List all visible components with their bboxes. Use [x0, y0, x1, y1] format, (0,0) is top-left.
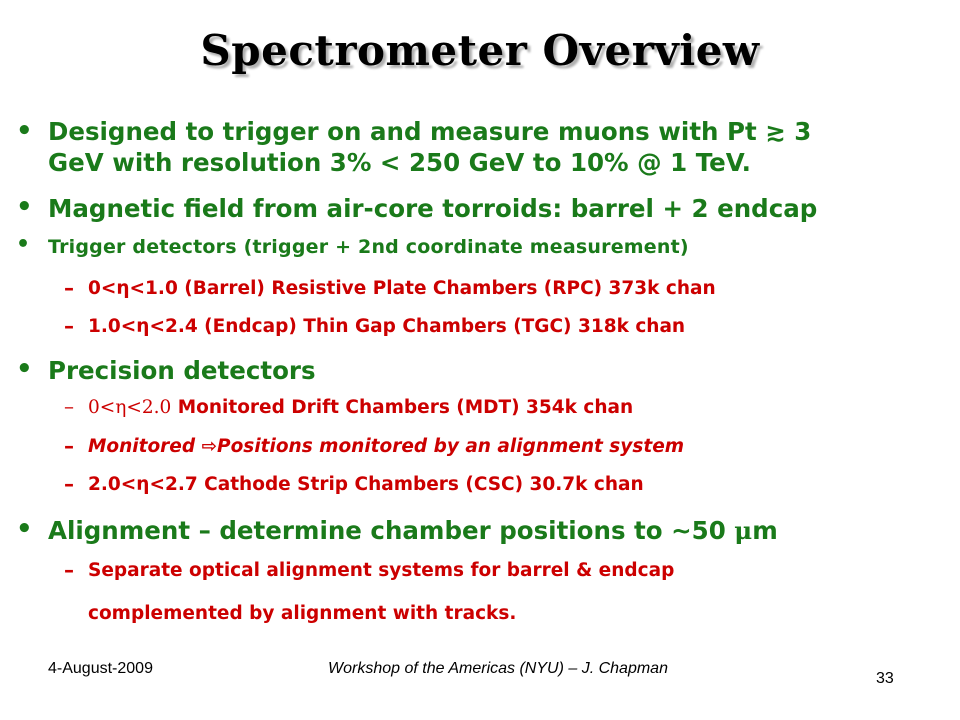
bullet-marker: •: [16, 116, 33, 146]
sub-bullet-marker: –: [64, 558, 74, 582]
bullet-text: Trigger detectors (trigger + 2nd coordinate measurement): [48, 236, 689, 258]
bullet-marker: •: [16, 192, 33, 222]
sub-bullet-marker: –: [64, 472, 74, 496]
sub-bullet-text: [88, 397, 633, 418]
sub-bullet-text: Monitored ⇨Positions monitored by an alignment system: [88, 436, 685, 457]
bullet-marker: •: [16, 232, 31, 257]
sub-bullet-text: 0<η<1.0 (Barrel) Resistive Plate Chambers (RPC) 373k chan: [88, 278, 716, 299]
page-number: 33: [876, 670, 894, 687]
unit-suffix: m: [752, 516, 778, 545]
bullet-text: Magnetic field from air-core torroids: barrel + 2 endcap: [48, 194, 818, 223]
bullet-text: [48, 516, 778, 545]
eta-range: 0<η<2.0: [88, 397, 172, 418]
footer-date: 4-August-2009: [48, 660, 153, 677]
bullet-text: Designed to trigger on and measure muons with Pt ≳ 3: [48, 117, 812, 146]
bullet-text: Precision detectors: [48, 356, 316, 385]
footer-event: Workshop of the Americas (NYU) – J. Chapman: [328, 660, 668, 677]
sub-bullet-text: 1.0<η<2.4 (Endcap) Thin Gap Chambers (TGC) 318k chan: [88, 316, 686, 337]
mu-symbol: μ: [734, 516, 753, 545]
sub-bullet-marker: –: [64, 314, 74, 338]
slide-title: Spectrometer Overview: [200, 26, 760, 75]
bullet-marker: •: [16, 354, 33, 384]
bullet-marker: •: [16, 514, 33, 544]
sub-bullet-marker: –: [64, 394, 74, 418]
sub-bullet-label: Monitored Drift Chambers (MDT) 354k chan: [171, 397, 634, 418]
bullet-label: Alignment – determine chamber positions to ~50: [48, 516, 735, 545]
bullet-text: GeV with resolution 3% < 250 GeV to 10% @ 1 TeV.: [48, 148, 751, 177]
sub-bullet-text: 2.0<η<2.7 Cathode Strip Chambers (CSC) 30.7k chan: [88, 474, 644, 495]
sub-bullet-text: complemented by alignment with tracks.: [88, 603, 517, 624]
sub-bullet-marker: –: [64, 434, 74, 458]
sub-bullet-marker: –: [64, 276, 74, 300]
sub-bullet-text: Separate optical alignment systems for barrel & endcap: [88, 560, 675, 581]
